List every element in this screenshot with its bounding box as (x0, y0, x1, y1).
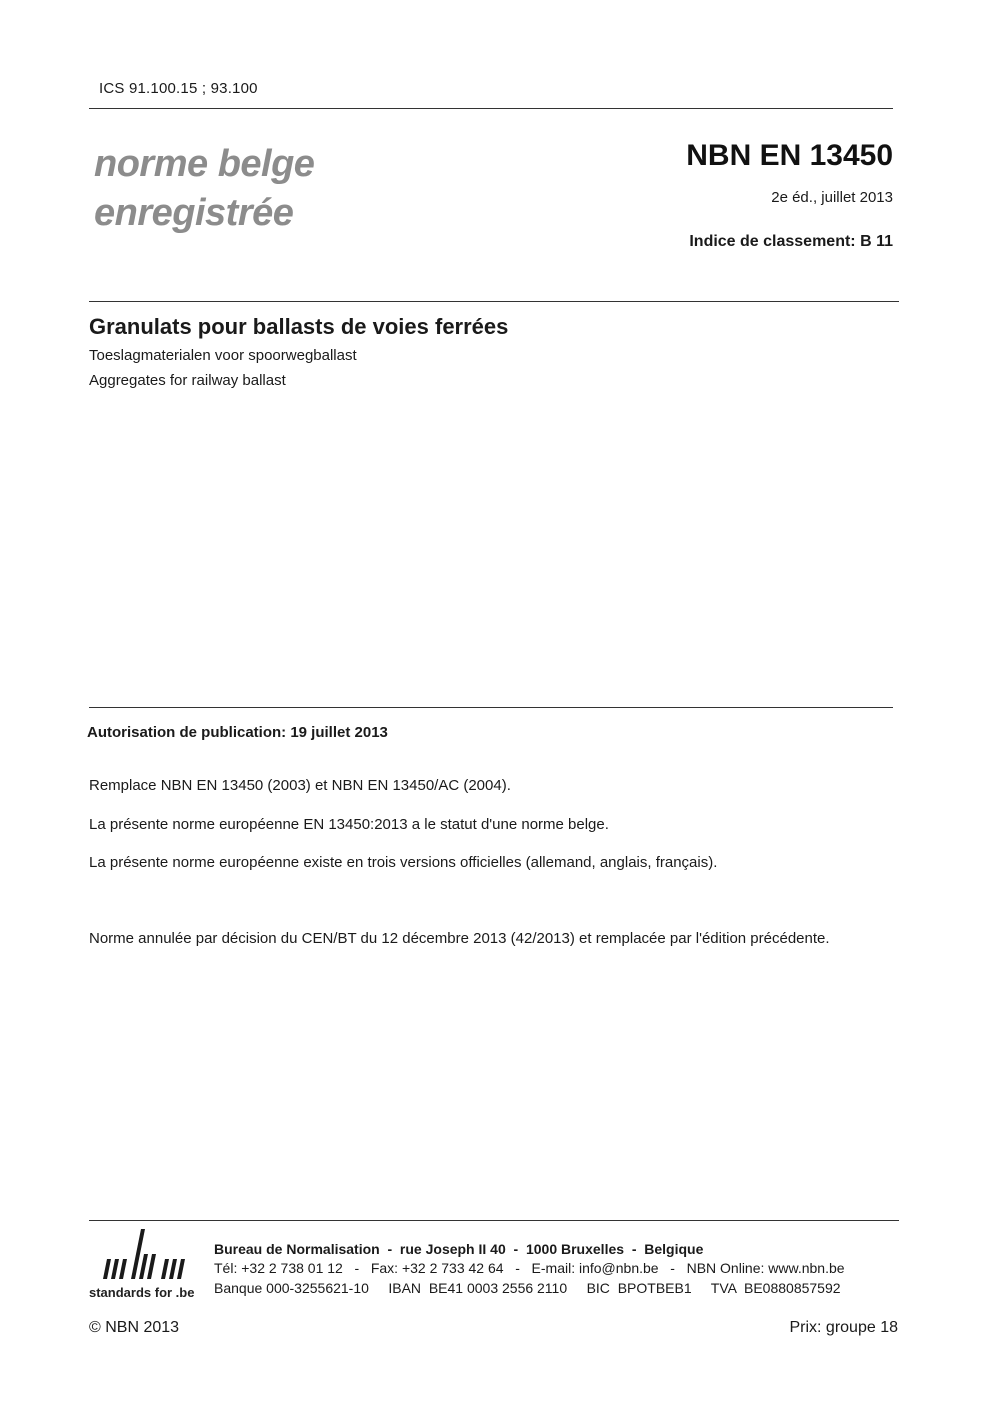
header-divider (89, 108, 893, 109)
ics-code: ICS 91.100.15 ; 93.100 (99, 80, 258, 97)
title-french: Granulats pour ballasts de voies ferrées (89, 314, 509, 339)
price-group: Prix: groupe 18 (789, 1319, 898, 1336)
title-dutch: Toeslagmaterialen voor spoorwegballast (89, 347, 357, 364)
copyright: © NBN 2013 (89, 1319, 180, 1336)
standard-number: NBN EN 13450 (686, 139, 893, 172)
title-english: Aggregates for railway ballast (89, 372, 286, 389)
logo-mark (103, 1229, 185, 1279)
contact-details: Tél: +32 2 738 01 12 - Fax: +32 2 733 42 64 - E-mail: info@nbn.be - NBN Online: www.nbn.be (214, 1260, 845, 1276)
bureau-address: Bureau de Normalisation - rue Joseph II 40 - 1000 Bruxelles - Belgique (214, 1241, 704, 1257)
annulment-paragraph: Norme annulée par décision du CEN/BT du 12 décembre 2013 (42/2013) et remplacée par l'édition précédente. (89, 930, 830, 947)
bank-details: Banque 000-3255621-10 IBAN BE41 0003 2556 2110 BIC BPOTBEB1 TVA BE0880857592 (214, 1280, 841, 1296)
status-paragraph: La présente norme européenne EN 13450:2013 a le statut d'une norme belge. (89, 816, 609, 833)
brand-heading (94, 140, 314, 238)
footer-divider (89, 1220, 899, 1221)
logo-tagline: standards for .be (89, 1285, 195, 1300)
edition-date: 2e éd., juillet 2013 (771, 189, 893, 206)
title-divider (89, 301, 899, 302)
classification-index: Indice de classement: B 11 (689, 233, 893, 250)
publication-authorization: Autorisation de publication: 19 juillet 2013 (87, 724, 388, 741)
versions-paragraph: La présente norme européenne existe en trois versions officielles (allemand, anglais, français). (89, 854, 718, 871)
brand-line-1: norme belge (94, 143, 315, 185)
authorization-divider (89, 707, 893, 708)
replaces-paragraph: Remplace NBN EN 13450 (2003) et NBN EN 13450/AC (2004). (89, 777, 511, 794)
brand-line-2: enregistrée (94, 192, 294, 234)
